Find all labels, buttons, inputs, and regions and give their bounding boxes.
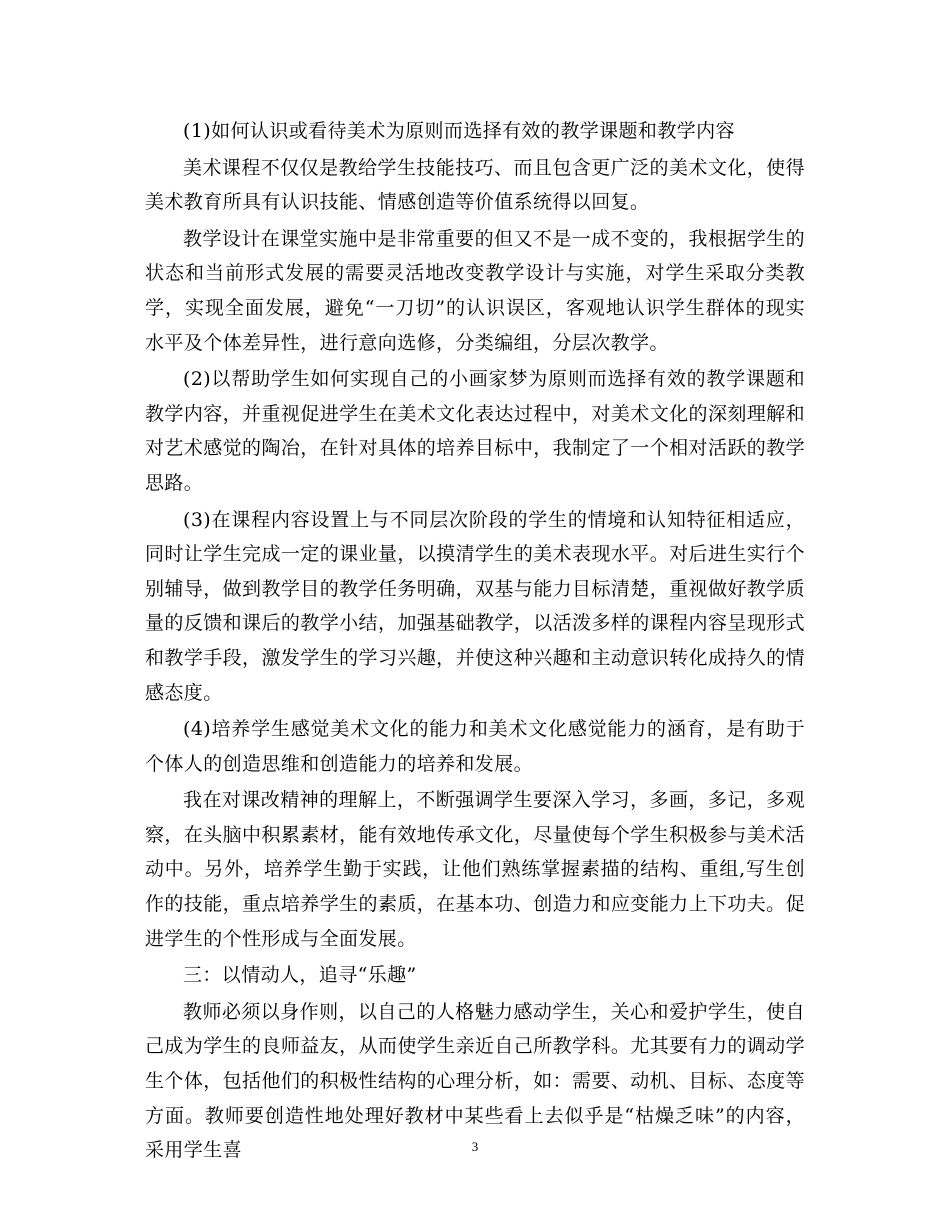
section-heading: 三：以情动人，追寻“乐趣” (183, 964, 417, 987)
paragraph-4: (2)以帮助学生如何实现自己的小画家梦为原则而选择有效的教学课题和教学内容，并重视促进学生在美术文化表达过程中，对美术文化的深刻理解和对艺术感觉的陶冶，在针对具体的培养目标中，我制定了一个相对活跃的教学思路。 (145, 368, 805, 494)
page-number: 3 (471, 1139, 479, 1154)
paragraph-7: 我在对课改精神的理解上，不断强调学生要深入学习，多画，多记，多观察，在头脑中积累素材，能有效地传承文化，尽量使每个学生积极参与美术活动中。另外，培养学生勤于实践，让他们熟练掌握素描的结构、重组,写生创作的技能，重点培养学生的素质，在基本功、创造力和应变能力上下功夫。促进学生的个性形成与全面发展。 (145, 789, 805, 950)
body-text (145, 114, 805, 1170)
paragraph-6: (4)培养学生感觉美术文化的能力和美术文化感觉能力的涵育，是有助于个体人的创造思维和创造能力的培养和发展。 (145, 718, 805, 775)
paragraph-2: 美术课程不仅仅是教给学生技能技巧、而且包含更广泛的美术文化，使得美术教育所具有认识技能、情感创造等价值系统得以回复。 (145, 156, 805, 214)
paragraph-1: (1)如何认识或看待美术为原则而选择有效的教学课题和教学内容 (183, 120, 735, 142)
paragraph-3: 教学设计在课堂实施中是非常重要的但又不是一成不变的，我根据学生的状态和当前形式发展的需要灵活地改变教学设计与实施，对学生采取分类教学，实现全面发展，避免“一刀切”的认识误区，客观地认识学生群体的现实水平及个体差异性，进行意向选修，分类编组，分层次教学。 (145, 227, 805, 354)
paragraph-8: 教师必须以身作则，以自己的人格魅力感动学生，关心和爱护学生，使自己成为学生的良师益友，从而使学生亲近自己所教学科。尤其要有力的调动学生个体，包括他们的积极性结构的心理分析，如：需要、动机、目标、态度等方面。教师要创造性地处理好教材中某些看上去似乎是“枯燥乏味”的内容，采用学生喜 (145, 1000, 805, 1162)
paragraph-5: (3)在课程内容设置上与不同层次阶段的学生的情境和认知特征相适应，同时让学生完成一定的课业量，以摸清学生的美术表现水平。对后进生实行个别辅导，做到教学目的教学任务明确，双基与能力目标清楚，重视做好教学质量的反馈和课后的教学小结，加强基础教学，以活泼多样的课程内容呈现形式和教学手段，激发学生的学习兴趣，并使这种兴趣和主动意识转化成持久的情感态度。 (145, 508, 805, 704)
